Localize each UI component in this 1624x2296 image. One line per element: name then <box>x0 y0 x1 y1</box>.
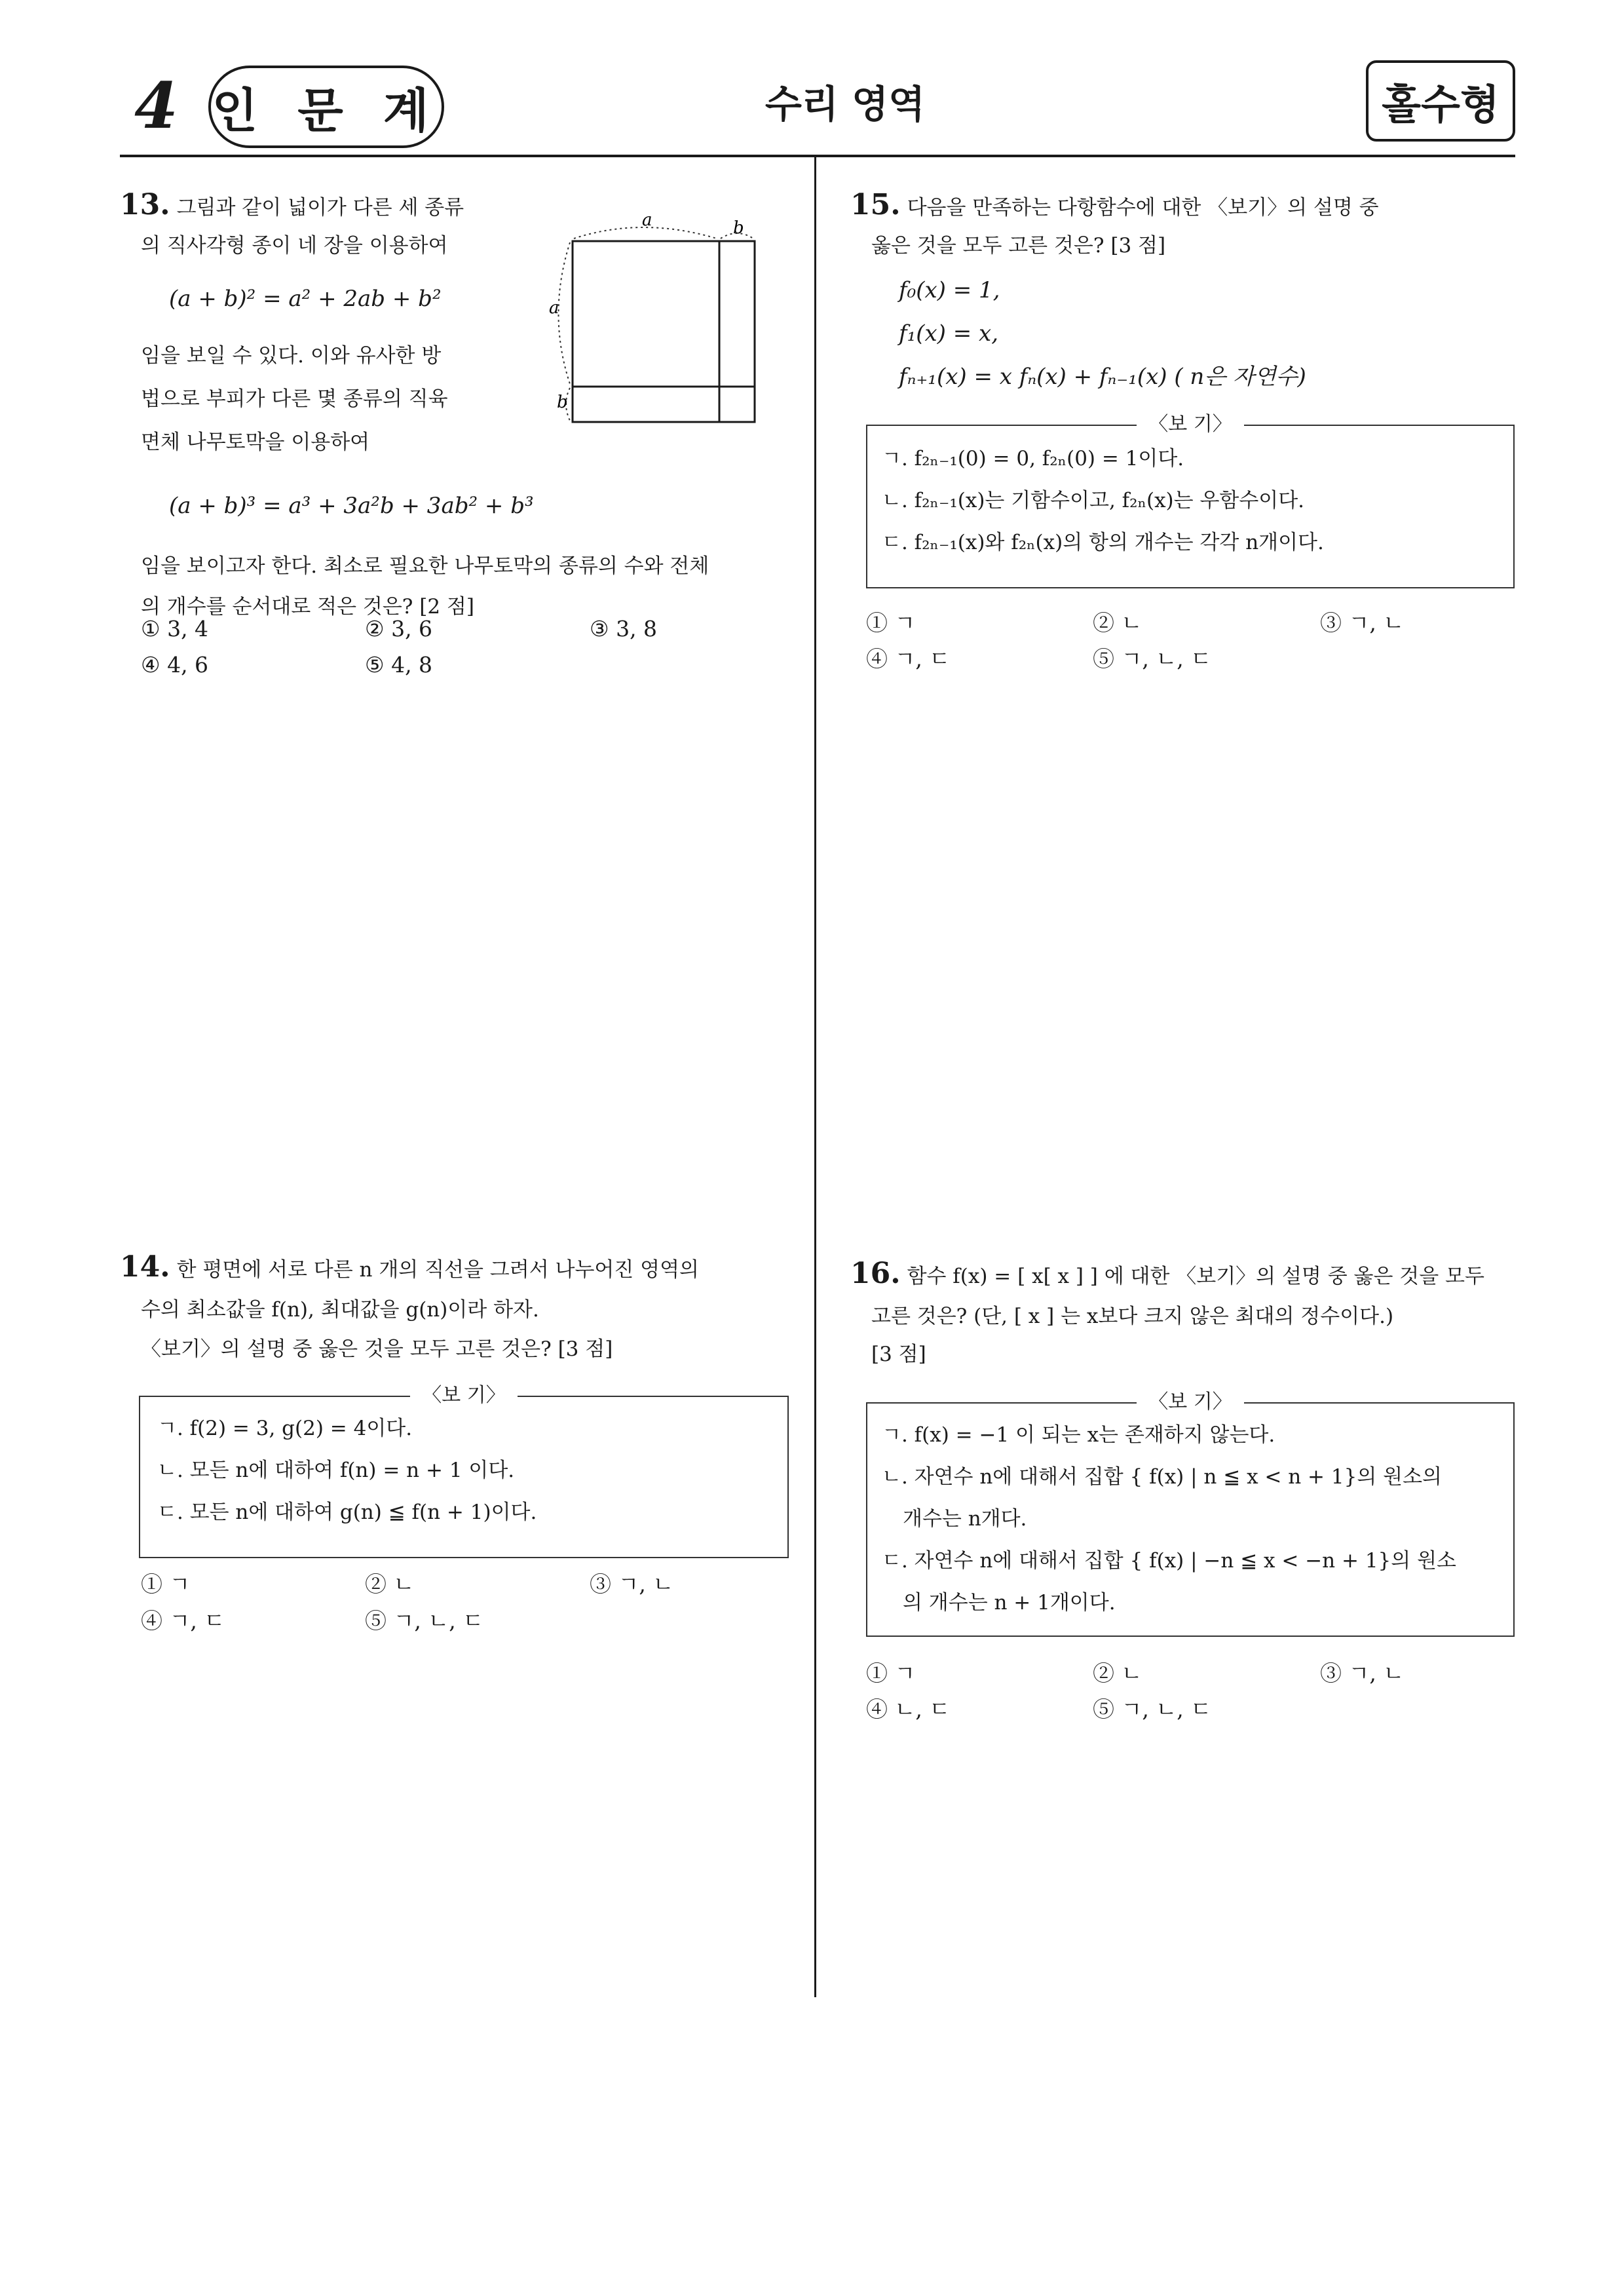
q13-mid-line1: 임을 보일 수 있다. 이와 유사한 방 <box>141 344 442 368</box>
q15-choice-5[interactable]: ⑤ ㄱ, ㄴ, ㄷ <box>1093 646 1212 672</box>
q15-block <box>850 186 1512 398</box>
q16-bogi-box <box>866 1390 1515 1637</box>
subject-title: 수리 영역 <box>765 82 926 126</box>
column-divider <box>814 156 816 1997</box>
q16-choice-3[interactable]: ③ ㄱ, ㄴ <box>1320 1660 1405 1686</box>
page-number: 4 <box>134 69 178 143</box>
q13-choice-3[interactable]: ③ 3, 8 <box>590 616 658 641</box>
q13-choice-2[interactable]: ② 3, 6 <box>365 616 433 641</box>
form-type-badge: 홀수형 <box>1366 60 1515 142</box>
q15-def2: f₁(x) = x, <box>899 320 999 347</box>
q16-choice-2[interactable]: ② ㄴ <box>1093 1660 1142 1686</box>
q14-bogi-box <box>139 1384 789 1558</box>
q13-label-b-top: b <box>733 218 744 238</box>
q13-choice-4[interactable]: ④ 4, 6 <box>141 652 209 678</box>
q13-label-b-side: b <box>557 392 568 412</box>
q15-item-1: ㄱ. f₂ₙ₋₁(0) = 0, f₂ₙ(0) = 1이다. <box>882 447 1184 470</box>
q15-number: 15. <box>850 188 901 221</box>
q16-choice-5[interactable]: ⑤ ㄱ, ㄴ, ㄷ <box>1093 1696 1212 1722</box>
q14-choice-4[interactable]: ④ ㄱ, ㄷ <box>141 1608 225 1634</box>
q14-item-2: ㄴ. 모든 n에 대하여 f(n) = n + 1 이다. <box>157 1459 515 1482</box>
q14-choice-5[interactable]: ⑤ ㄱ, ㄴ, ㄷ <box>365 1608 484 1634</box>
q16-item-2-cont: 개수는 n개다. <box>903 1507 1027 1531</box>
q14-number: 14. <box>120 1250 170 1284</box>
q15-item-2: ㄴ. f₂ₙ₋₁(x)는 기함수이고, f₂ₙ(x)는 우함수이다. <box>882 489 1305 512</box>
q13-choice-1[interactable]: ① 3, 4 <box>141 616 209 641</box>
q16-item-1: ㄱ. f(x) = −1 이 되는 x는 존재하지 않는다. <box>882 1423 1275 1447</box>
q13-number: 13. <box>120 188 170 221</box>
q13-formula2: (a + b)³ = a³ + 3a²b + 3ab² + b³ <box>169 493 534 519</box>
q15-choice-1[interactable]: ① ㄱ <box>866 610 916 636</box>
q16-line1: 함수 f(x) = [ x[ x ] ] 에 대한 〈보기〉의 설명 중 옳은 것을 모두 <box>907 1265 1484 1288</box>
q16-item-3: ㄷ. 자연수 n에 대해서 집합 { f(x) | −n ≦ x < −n + 1}의 원소 <box>882 1549 1456 1573</box>
q14-block <box>120 1248 795 1368</box>
q14-item-3: ㄷ. 모든 n에 대하여 g(n) ≦ f(n + 1)이다. <box>157 1501 537 1524</box>
q14-choice-3[interactable]: ③ ㄱ, ㄴ <box>590 1571 674 1597</box>
q16-line2: 고른 것은? (단, [ x ] 는 x보다 크지 않은 최대의 정수이다.) <box>871 1305 1394 1328</box>
q13-end-line2: 의 개수를 순서대로 적은 것은? [2 점] <box>141 595 474 619</box>
q14-item-1: ㄱ. f(2) = 3, g(2) = 4이다. <box>157 1417 413 1440</box>
q15-bogi-box <box>866 413 1515 588</box>
q13-label-a-side: a <box>549 298 559 318</box>
q16-number: 16. <box>850 1257 901 1290</box>
q14-choice-2[interactable]: ② ㄴ <box>365 1571 415 1597</box>
q15-choice-3[interactable]: ③ ㄱ, ㄴ <box>1320 610 1405 636</box>
q13-mid-line2: 법으로 부피가 다른 몇 종류의 직육 <box>141 387 448 411</box>
q14-line3: 〈보기〉의 설명 중 옳은 것을 모두 고른 것은? [3 점] <box>141 1337 613 1361</box>
q15-def3: fₙ₊₁(x) = x fₙ(x) + fₙ₋₁(x) ( n은 자연수) <box>899 364 1306 390</box>
q15-choice-2[interactable]: ② ㄴ <box>1093 610 1142 636</box>
q16-bogi-label: 〈보 기〉 <box>1137 1390 1244 1413</box>
q14-line1: 한 평면에 서로 다른 n 개의 직선을 그려서 나누어진 영역의 <box>176 1258 699 1282</box>
q13-label-a-top: a <box>642 210 652 230</box>
q14-bogi-label: 〈보 기〉 <box>410 1384 518 1407</box>
q14-choice-1[interactable]: ① ㄱ <box>141 1571 191 1597</box>
q15-line1: 다음을 만족하는 다항함수에 대한 〈보기〉의 설명 중 <box>907 196 1379 220</box>
q15-item-3: ㄷ. f₂ₙ₋₁(x)와 f₂ₙ(x)의 항의 개수는 각각 n개이다. <box>882 531 1324 554</box>
q13-intro-line1: 그림과 같이 넓이가 다른 세 종류 <box>176 196 464 220</box>
q13-intro-line2: 의 직사각형 종이 네 장을 이용하여 <box>141 234 448 258</box>
q16-choice-1[interactable]: ① ㄱ <box>866 1660 916 1686</box>
header-rule <box>120 155 1515 157</box>
q16-block <box>850 1255 1515 1371</box>
q14-line2: 수의 최소값을 f(n), 최대값을 g(n)이라 하자. <box>141 1298 539 1322</box>
q13-choice-5[interactable]: ⑤ 4, 8 <box>365 652 433 678</box>
q16-item-2: ㄴ. 자연수 n에 대해서 집합 { f(x) | n ≦ x < n + 1}의 원소의 <box>882 1465 1442 1489</box>
track-label: 인 문 계 <box>208 66 444 148</box>
q13-square-figure <box>544 210 766 432</box>
q16-choice-4[interactable]: ④ ㄴ, ㄷ <box>866 1696 951 1722</box>
q13-formula1: (a + b)² = a² + 2ab + b² <box>169 286 442 312</box>
q15-bogi-label: 〈보 기〉 <box>1137 413 1244 436</box>
q15-def1: f₀(x) = 1, <box>899 277 1000 303</box>
q15-line2: 옳은 것을 모두 고른 것은? [3 점] <box>871 234 1166 258</box>
q13-end-line1: 임을 보이고자 한다. 최소로 필요한 나무토막의 종류의 수와 전체 <box>141 554 709 578</box>
q16-item-3-cont: 의 개수는 n + 1개이다. <box>903 1591 1116 1615</box>
q16-line3: [3 점] <box>871 1343 926 1366</box>
q13-mid-line3: 면체 나무토막을 이용하여 <box>141 430 370 454</box>
q15-choice-4[interactable]: ④ ㄱ, ㄷ <box>866 646 951 672</box>
